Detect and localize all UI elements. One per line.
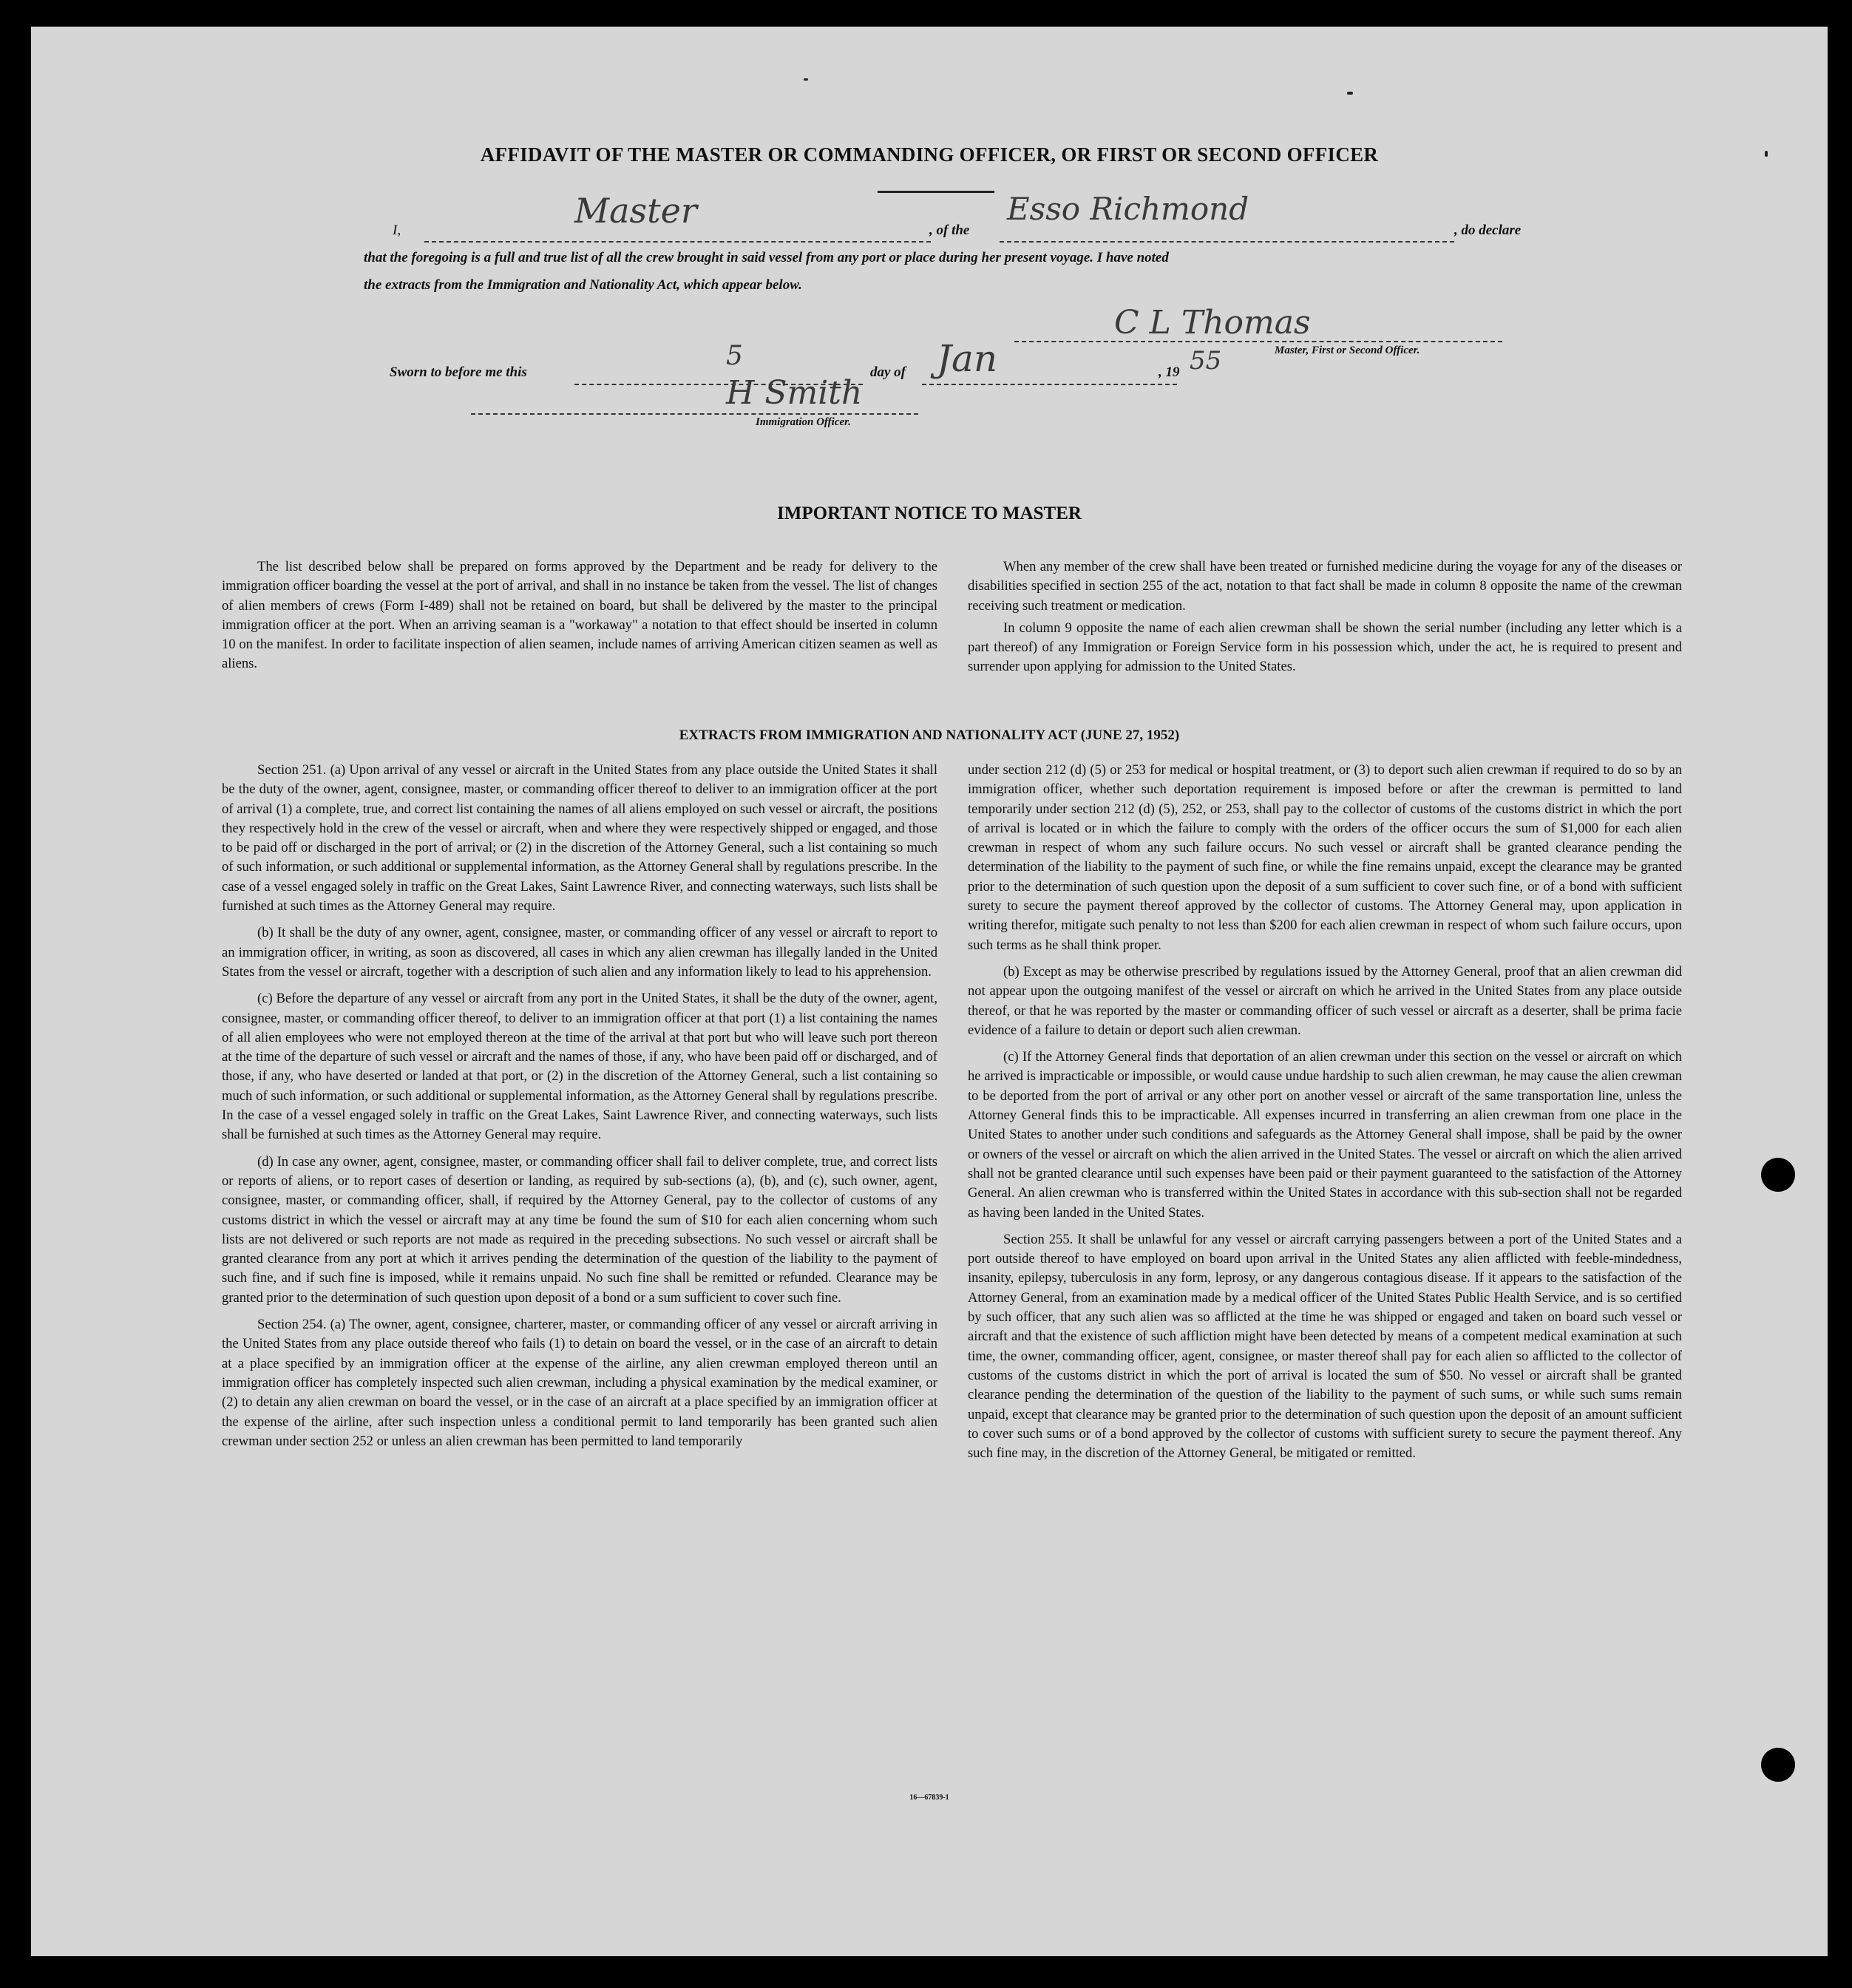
title-divider	[878, 191, 994, 193]
section-paragraph: (c) Before the departure of any vessel or aircraft from any port in the United States, it shall be the duty of the owner, agent, consignee, master, or commanding officer thereof, to deliver to an immigration officer at that port (1) a list containing the names of all alien employees who were not employed thereon at the time of the arrival at that port but who will leave such port thereon at the time of the departure of such vessel or aircraft and the names of those, if any, who have been paid off or discharged, and of those, if any, who have deserted or landed at that port, or (2) in the discretion of the Attorney General, such a list containing so much of such information, or such additional or supplemental information, as the Attorney General shall by regulations prescribe. In the case of a vessel engaged solely in traffic on the Great Lakes, Saint Lawrence River, and connecting waterways, such lists shall be furnished at such times as the Attorney General may require.	[222, 991, 937, 1143]
section-paragraph: (d) In case any owner, agent, consignee, master, or commanding officer shall fail to deliver complete, true, and correct lists or reports of aliens, or to report cases of desertion or landing, as required by sub-sections (a), (b), and (c), such owner, agent, consignee, master, or commanding officer, shall, if required by the Attorney General, pay to the collector of customs of any customs district in which the vessel or aircraft may at any time be found the sum of $10 for each alien concerning whom such lists are not delivered or such reports are not made as required in the preceding subsections. No such vessel or aircraft shall be granted clearance from any port at which it arrives pending the determination of the question of the liability to the payment of such fine, and if such fine is imposed, while it remains unpaid. No such fine shall be remitted or refunded. Clearance may be granted prior to the determination of such question upon deposit of a bond or a sum sufficient to cover such fine.	[222, 1153, 937, 1306]
day-of-label: day of	[870, 364, 906, 380]
declare-label: , do declare	[1454, 223, 1522, 238]
sworn-label: Sworn to before me this	[390, 364, 527, 380]
extracts-right-column	[968, 761, 1682, 1470]
month-handwritten: Jan	[937, 337, 998, 380]
section-paragraph: (c) If the Attorney General finds that deportation of an alien crewman under this section on the vessel or aircraft on which he arrived is impracticable or impossible, or would cause undue hardship to such alien crewman, he may cause the alien crewman to be deported from the port of arrival or any other port on another vessel or aircraft of the same transportation line, unless the Attorney General finds this to be impracticable. All expenses incurred in transferring an alien crewman from one place in the United States to another under such conditions and safeguards as the Attorney General shall impose, shall be paid by the owner or owners of the vessel or aircraft on which the alien arrived in the United States. The vessel or aircraft on which the alien arrived shall not be granted clearance until such expenses have been paid or their payment guaranteed to the satisfaction of the Attorney General. An alien crewman who is transferred within the United States in accordance with this sub-section shall not be regarded as having been landed in the United States.	[968, 1049, 1682, 1221]
officer-signature: C L Thomas	[1114, 304, 1311, 342]
section-paragraph: Section 255. It shall be unlawful for any vessel or aircraft carrying passengers between a port of the United States and a port outside thereof to have employed on board upon arrival in the United States any alien afflicted with feeble-mindedness, insanity, epilepsy, tuberculosis in any form, leprosy, or any dangerous contagious disease. If it appears to the satisfaction of the Attorney General, from an examination made by a medical officer of the United States Public Health Service, and is so certified by such officer, that any such alien was so afflicted at the time he was shipped or engaged and taken on board such vessel or aircraft and that the existence of such affliction might have been detected by means of a competent medical examination at such time, the owner, commanding officer, agent, consignee, or master thereof shall pay for each alien so afflicted to the collector of customs of the customs district in which the port of arrival is located the sum of $50. No vessel or aircraft shall be granted clearance pending the determination of the question of the liability to the payment of such sums, or while such sums remain unpaid, except that clearance may be granted prior to the determination of such question upon the deposit of an amount sufficient to cover such sums or of a bond approved by the collector of customs with sufficient surety to secure the payment thereof. Any such fine may, in the discretion of the Attorney General, be mitigated or remitted.	[968, 1231, 1682, 1462]
master-handwritten: Master	[574, 191, 697, 231]
punch-hole	[1761, 1158, 1795, 1192]
notice-paragraph: The list described below shall be prepared on forms approved by the Department and be ready for delivery to the immigration officer boarding the vessel at the port of arrival, and shall in no instance be taken from the vessel. The list of changes of alien members of crews (Form I-489) shall not be retained on board, but shall be delivered by the master to the principal immigration officer at the port. When an arriving seaman is a "workaway" a notation to that effect should be inserted in column 10 on the manifest. In order to facilitate inspection of alien seamen, include names of arriving American citizen seamen as well as aliens.	[222, 559, 937, 672]
section-paragraph: Section 254. (a) The owner, agent, consignee, charterer, master, or commanding officer of any vessel or aircraft arriving in the United States from any place outside thereof who fails (1) to detain on board the vessel, or in the case of an aircraft to detain at a place specified by an immigration officer at the expense of the airline, any alien crewman employed thereon until an immigration officer has completely inspected such alien crewman, including a physical examination by the medical examiner, or (2) to detain any alien crewman on board the vessel, or in the case of an aircraft at a place specified by an immigration officer at the expense of the airline, after such inspection unless a conditional permit to land temporarily has been granted such alien crewman under section 252 or unless an alien crewman has been permitted to land temporarily	[222, 1317, 937, 1449]
notice-title: IMPORTANT NOTICE TO MASTER	[777, 503, 1082, 523]
declaration-line-3: the extracts from the Immigration and Nationality Act, which appear below.	[364, 277, 802, 293]
day-handwritten: 5	[726, 341, 743, 371]
notice-left-column	[222, 557, 937, 677]
immigration-caption: Immigration Officer.	[756, 416, 851, 428]
immigration-signature-line	[471, 413, 918, 415]
section-paragraph: (b) It shall be the duty of any owner, agent, consignee, master, or commanding officer of any vessel or aircraft to report to an immigration officer, in writing, as soon as discovered, all cases in which any alien crewman has illegally landed in the United States from the vessel or aircraft, together with a description of such alien and any information likely to lead to his apprehension.	[222, 925, 937, 980]
punch-hole	[1761, 1748, 1795, 1782]
notice-right-column	[968, 557, 1682, 680]
vessel-handwritten: Esso Richmond	[1007, 191, 1249, 227]
form-number: 16—67839-1	[909, 1794, 949, 1802]
vessel-blank	[1000, 241, 1454, 242]
document-page	[31, 27, 1828, 1956]
notice-paragraph: When any member of the crew shall have been treated or furnished medicine during the voyage for any of the diseases or disabilities specified in section 255 of the act, notation to that fact shall be made in column 8 opposite the name of the crewman receiving such treatment or medication.	[968, 559, 1682, 614]
scan-speck	[1347, 92, 1353, 95]
scan-speck	[804, 78, 808, 81]
month-blank	[922, 384, 1177, 385]
year-handwritten: 55	[1190, 346, 1222, 376]
i-label: I,	[393, 223, 401, 238]
year-prefix: , 19	[1159, 364, 1180, 380]
notice-paragraph: In column 9 opposite the name of each alien crewman shall be shown the serial number (including any letter which is a part thereof) of any Immigration or Foreign Service form in his possession which, under the act, he is required to present and surrender upon applying for admission to the United States.	[968, 620, 1682, 675]
immigration-signature: H Smith	[726, 374, 863, 412]
section-paragraph: Section 251. (a) Upon arrival of any vessel or aircraft in the United States from any place outside the United States it shall be the duty of the owner, agent, consignee, master, or commanding officer thereof to deliver to an immigration officer at the port of arrival (1) a complete, true, and correct list containing the names of all aliens employed on such vessel or aircraft, the positions they respectively hold in the crew of the vessel or aircraft, when and where they were respectively shipped or engaged, and those to be paid off or discharged in the port of arrival; or (2) in the discretion of the Attorney General, such a list containing so much of such information, or such additional or supplemental information, as the Attorney General shall by regulations prescribe. In the case of a vessel engaged solely in traffic on the Great Lakes, Saint Lawrence River, and connecting waterways, such lists shall be furnished at such times as the Attorney General may require.	[222, 762, 937, 915]
section-paragraph: under section 212 (d) (5) or 253 for medical or hospital treatment, or (3) to deport such alien crewman if required to do so by an immigration officer, whether such deportation requirement is imposed before or after the crewman is permitted to land temporarily under section 212 (d) (5), 252, or 253, shall pay to the collector of customs of the customs district in which the port of arrival is located or in which the failure to comply with the orders of the officer occurs the sum of $1,000 for each alien crewman in respect of whom any such failure occurs. No such vessel or aircraft shall be granted clearance pending the determination of the liability to the payment of such fine, or while the fine remains unpaid, except the clearance may be granted prior to the determination of such question upon the deposit of a sum sufficient to cover such fine, or of a bond with sufficient surety to secure the payment thereof approved by the collector of customs. The Attorney General may, upon application in writing therefor, mitigate such penalty to not less than $200 for each alien crewman in respect of whom such failure occurs, upon such terms as he shall think proper.	[968, 762, 1682, 953]
of-the-label: , of the	[929, 223, 970, 238]
extracts-title: EXTRACTS FROM IMMIGRATION AND NATIONALITY ACT (JUNE 27, 1952)	[679, 727, 1180, 743]
section-paragraph: (b) Except as may be otherwise prescribed by regulations issued by the Attorney General, proof that an alien crewman did not appear upon the outgoing manifest of the vessel or aircraft on which he arrived in the United States from any place outside thereof, or that he was reported by the master or commanding officer of such vessel or aircraft as a deserter, shall be prima facie evidence of a failure to detain or deport such alien crewman.	[968, 963, 1682, 1038]
officer-caption: Master, First or Second Officer.	[1275, 345, 1420, 356]
declaration-line-2: that the foregoing is a full and true list of all the crew brought in said vessel from any port or place during her present voyage. I have noted	[364, 250, 1169, 265]
name-blank	[424, 241, 931, 242]
affidavit-title: AFFIDAVIT OF THE MASTER OR COMMANDING OFFICER, OR FIRST OR SECOND OFFICER	[480, 143, 1379, 166]
extracts-left-column	[222, 761, 937, 1459]
scan-speck	[1765, 151, 1768, 157]
